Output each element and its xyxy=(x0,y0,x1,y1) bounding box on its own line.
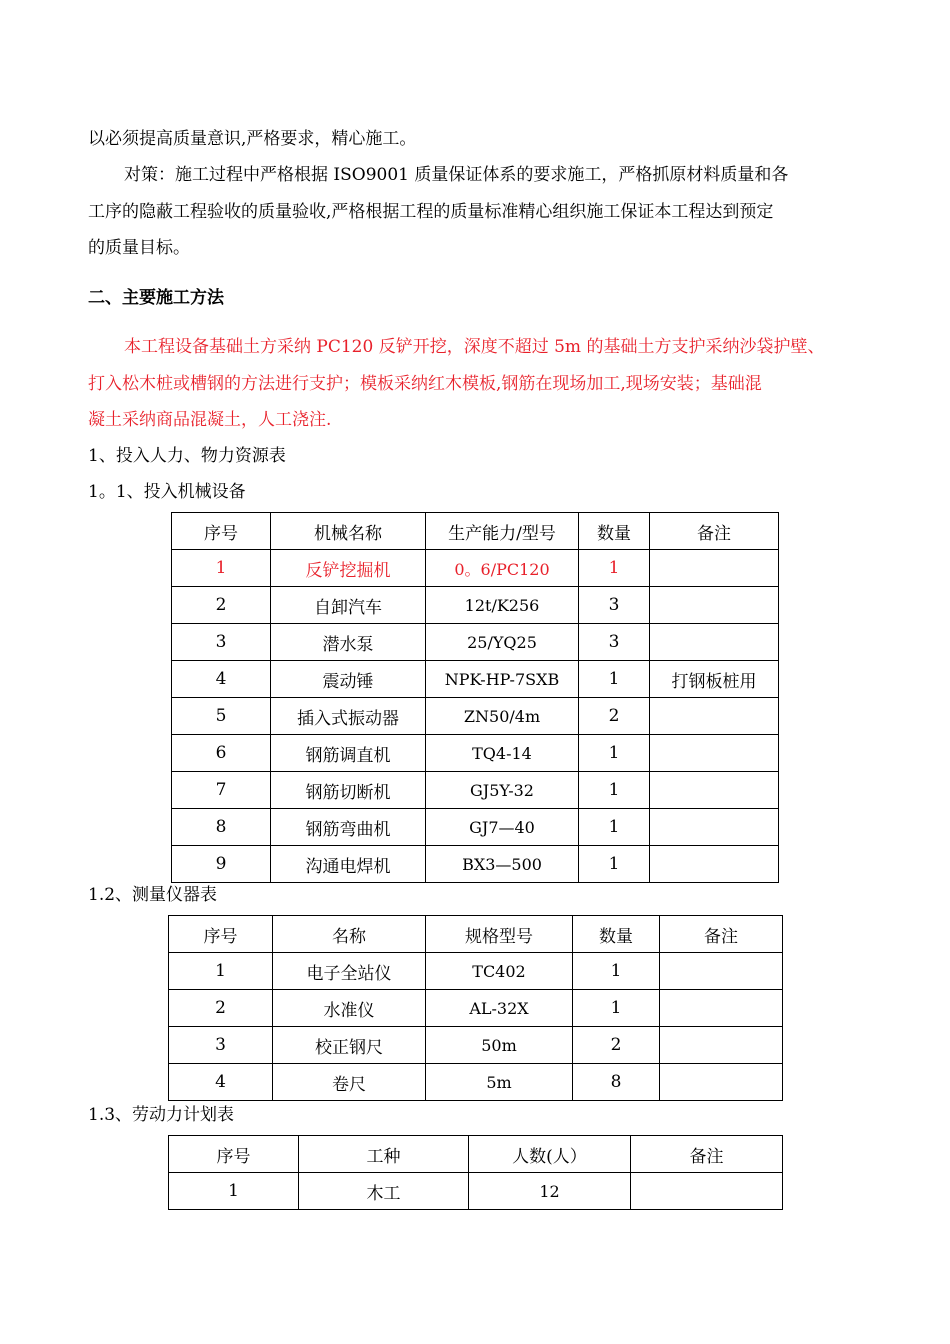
table-cell: GJ5Y-32 xyxy=(426,772,579,809)
table-cell: 2 xyxy=(579,698,650,735)
table-row xyxy=(169,1027,783,1064)
table-cell xyxy=(650,550,779,587)
table-cell: 12t/K256 xyxy=(426,587,579,624)
table-cell: 反铲挖掘机 xyxy=(271,550,426,587)
paragraph-line: 以必须提高质量意识,严格要求，精心施工。 xyxy=(88,129,417,149)
table-cell: 1 xyxy=(579,661,650,698)
header-cell: 工种 xyxy=(299,1136,469,1173)
table-cell: 潜水泵 xyxy=(271,624,426,661)
table-cell: 12 xyxy=(469,1173,631,1210)
table-row xyxy=(172,624,779,661)
table-cell: 钢筋切断机 xyxy=(271,772,426,809)
table-cell: 1 xyxy=(169,953,273,990)
table-cell: GJ7—40 xyxy=(426,809,579,846)
table-cell: 3 xyxy=(579,624,650,661)
table-cell: 7 xyxy=(172,772,271,809)
header-cell: 备注 xyxy=(650,513,779,550)
table-cell: 0。6/PC120 xyxy=(426,550,579,587)
table-cell: 电子全站仪 xyxy=(273,953,426,990)
table-cell: 5 xyxy=(172,698,271,735)
table-cell: BX3—500 xyxy=(426,846,579,883)
table-cell xyxy=(650,809,779,846)
table-cell: 1 xyxy=(579,550,650,587)
table-cell: 校正钢尺 xyxy=(273,1027,426,1064)
table-cell: ZN50/4m xyxy=(426,698,579,735)
table-row xyxy=(172,661,779,698)
table-cell: AL-32X xyxy=(426,990,573,1027)
table-cell: 8 xyxy=(172,809,271,846)
table-row xyxy=(172,735,779,772)
header-cell: 生产能力/型号 xyxy=(426,513,579,550)
table-cell: 5m xyxy=(426,1064,573,1101)
table-cell xyxy=(650,846,779,883)
table-cell: 1 xyxy=(579,846,650,883)
table-cell: 3 xyxy=(579,587,650,624)
table-header-row xyxy=(169,916,783,953)
paragraph-line: 凝土采纳商品混凝土，人工浇注. xyxy=(88,410,332,430)
table-cell xyxy=(660,1064,783,1101)
table-cell: TQ4-14 xyxy=(426,735,579,772)
table-cell: NPK-HP-7SXB xyxy=(426,661,579,698)
table-cell: 1 xyxy=(573,990,660,1027)
table-cell: 3 xyxy=(169,1027,273,1064)
section-heading: 二、主要施工方法 xyxy=(88,288,224,308)
table-row xyxy=(172,550,779,587)
table-cell: TC402 xyxy=(426,953,573,990)
table-row xyxy=(169,1064,783,1101)
table-cell xyxy=(650,772,779,809)
table-cell: 1 xyxy=(172,550,271,587)
table-cell: 钢筋调直机 xyxy=(271,735,426,772)
header-cell: 序号 xyxy=(169,1136,299,1173)
table-cell: 1 xyxy=(573,953,660,990)
table-cell: 6 xyxy=(172,735,271,772)
table-row xyxy=(172,698,779,735)
table-row xyxy=(172,846,779,883)
table-cell: 打钢板桩用 xyxy=(650,661,779,698)
table-cell: 钢筋弯曲机 xyxy=(271,809,426,846)
table-cell xyxy=(650,735,779,772)
table-cell xyxy=(660,953,783,990)
table-row xyxy=(172,809,779,846)
paragraph-line: 对策：施工过程中严格根据 ISO9001 质量保证体系的要求施工，严格抓原材料质量和各 xyxy=(124,165,789,185)
table-cell: 2 xyxy=(172,587,271,624)
subsection-title: 1.2、测量仪器表 xyxy=(88,885,218,905)
header-cell: 机械名称 xyxy=(271,513,426,550)
table-row xyxy=(169,953,783,990)
table-cell: 卷尺 xyxy=(273,1064,426,1101)
subsection-title: 1.3、劳动力计划表 xyxy=(88,1105,235,1125)
paragraph-line: 工序的隐蔽工程验收的质量验收,严格根据工程的质量标准精心组织施工保证本工程达到预定 xyxy=(88,202,774,222)
table-row xyxy=(169,990,783,1027)
table-cell: 木工 xyxy=(299,1173,469,1210)
labor-table xyxy=(168,1135,783,1210)
table-cell xyxy=(660,990,783,1027)
header-cell: 数量 xyxy=(573,916,660,953)
table-cell: 2 xyxy=(169,990,273,1027)
table-row xyxy=(169,1173,783,1210)
table-cell xyxy=(650,698,779,735)
table-cell xyxy=(660,1027,783,1064)
header-cell: 名称 xyxy=(273,916,426,953)
header-cell: 序号 xyxy=(169,916,273,953)
table-cell: 9 xyxy=(172,846,271,883)
table-cell: 4 xyxy=(172,661,271,698)
header-cell: 规格型号 xyxy=(426,916,573,953)
table-cell: 3 xyxy=(172,624,271,661)
table-cell: 1 xyxy=(579,772,650,809)
subsection-title: 1、投入人力、物力资源表 xyxy=(88,446,286,466)
header-cell: 备注 xyxy=(660,916,783,953)
table-cell: 沟通电焊机 xyxy=(271,846,426,883)
table-cell: 1 xyxy=(579,809,650,846)
paragraph-line: 打入松木桩或槽钢的方法进行支护；模板采纳红木模板,钢筋在现场加工,现场安装；基础混 xyxy=(88,374,762,394)
table-row xyxy=(172,587,779,624)
machinery-table xyxy=(171,512,779,883)
table-cell xyxy=(650,587,779,624)
table-cell: 1 xyxy=(169,1173,299,1210)
table-cell: 1 xyxy=(579,735,650,772)
table-cell: 自卸汽车 xyxy=(271,587,426,624)
table-cell: 水准仪 xyxy=(273,990,426,1027)
table-cell: 4 xyxy=(169,1064,273,1101)
table-cell: 50m xyxy=(426,1027,573,1064)
header-cell: 数量 xyxy=(579,513,650,550)
table-cell: 震动锤 xyxy=(271,661,426,698)
header-cell: 序号 xyxy=(172,513,271,550)
table-cell xyxy=(650,624,779,661)
subsection-title: 1。1、投入机械设备 xyxy=(88,482,246,502)
header-cell: 备注 xyxy=(631,1136,783,1173)
instrument-table xyxy=(168,915,783,1101)
paragraph-line: 的质量目标。 xyxy=(88,238,190,258)
table-cell xyxy=(631,1173,783,1210)
table-cell: 8 xyxy=(573,1064,660,1101)
paragraph-line: 本工程设备基础土方采纳 PC120 反铲开挖，深度不超过 5m 的基础土方支护采纳沙袋护壁、 xyxy=(124,337,825,357)
table-header-row xyxy=(172,513,779,550)
table-header-row xyxy=(169,1136,783,1173)
table-cell: 25/YQ25 xyxy=(426,624,579,661)
table-cell: 2 xyxy=(573,1027,660,1064)
table-cell: 插入式振动器 xyxy=(271,698,426,735)
header-cell: 人数(人） xyxy=(469,1136,631,1173)
table-row xyxy=(172,772,779,809)
